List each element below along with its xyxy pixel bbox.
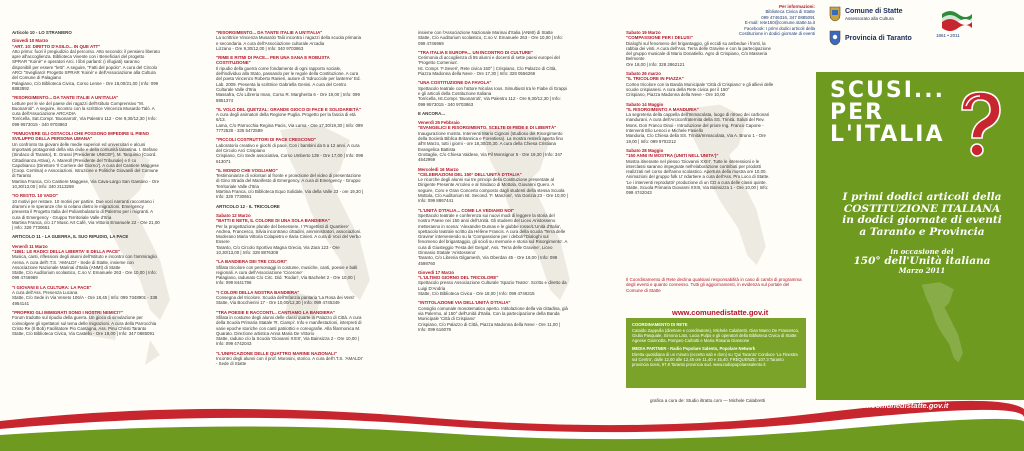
media-partner-text: Diretta quotidiana di un minuto (eccetto sab e dom) su 'Qui Taranto' Conduce 'La Finestra sul Centro', dalle 12,00 alle 12,45 ore 11,40 e 15,40. FREQUENZE: 107.3 Taranto provincia scesi, 97.8 Taranto provincia sud. www.radiopopolaresalento.it (632, 352, 798, 367)
footer-url[interactable]: www.comunedistatte.gov.it (852, 401, 949, 410)
event-item: Venerdì 11 Marzo "1861: LE RADICI DELLA LIBERTA' E DELLA PACE" Musica, canti, riflessioni degli alunni dell'Istituto e incontro con l'ammiraglio Arena. A cura dell'I.T.S. 'AMALDI' - Sede di Statte, insieme con Associazione Nazionale Marinai d'Italia (ANMI) di Statte Statte, C/o Auditorium scolastico, C.so V. Emanuele 263 - Ore 10,00 | Info: 099 4746969 (12, 243, 157, 281)
panel-claim: I primi dodici articoli della COSTITUZIONE ITALIANA in dodici giornate di eventi a Taranto e Provincia (842, 191, 1002, 238)
event-item: "RISORGIMENTO... DA TANTE ITALIE A UN'ITALIA" La scrittrice Vincenza Musardo Talò incontra i ragazzi della scuola primaria e secondaria. A cura dell'Associazione culturale Arcadia Lizzano - Ore 9,30/12,00 | Info: 340 9703863 (216, 30, 362, 51)
event-item: "I GIOVANI E LA CULTURA: LA PACE" A cura dell'Ass. Presenza Lucana Statte, C/o Sede in Via Veneto 106/A - Ore 18,45 | Info: 099 7348901 - 338 4954141 (12, 284, 158, 306)
section-heading: Articolo 10 - LO STRANIERO (12, 30, 72, 35)
event-item: "L'UNITÀ D'ITALIA... COME LA VEDIAMO NOI" Spettacolo teatrale e conferenza sui nuovi modi di leggere la storia del nostro Paese nei 150 anni dell'Unità. Gli studenti del Liceo Aristosseno metteranno in scena: 'Alexandre Dumas e le giubbe rosse/L'Unità d'Italia', spettacolo teatrale scritto da Hélène Francis. A cura della scuola 'Terra delle Gravine' intervenendo su la 'Compassione per i deboli'/'Dialoghi sul fenomeno del brigantaggio, gli scioli su memorie e storia sul Risorgimento'. A cura di Giusteggio 'Festa del Gergal', Ass. 'Terra delle Gravine', Liceo Ginnasio Statale 'Aristosseno' Taranto, C/o Libreria Gilgamesh, Via Oberdan 45 - Ore 18,00 | Info: 099 4598760 (418, 207, 568, 266)
italy-map-panel-icon (895, 280, 985, 390)
event-item: "IL MONDO CHE VOGLIAMO" Testimonianze di volontari al fronte e proiezione del video di presentazione di Gino Strada del Manifesto di Emergency. A cura di Emergency - Gruppo Territoriale Valle d'Itria Martina Franca, c/o Biblioteca Equo Solidale, Via della Valle 23 - ore 19,30 | Info: 329 7730651 (216, 167, 364, 200)
comune-logo-subtitle: Assessorato alla Cultura (845, 16, 894, 21)
event-item: "L'UNIFICAZIONE DELLE QUATTRO MARINE NAZIONALI" Incontro degli alunni con il prof. Morosini, storico. A cura dell'I.T.S. 'AMALDI' - Sede di Statte (216, 350, 363, 367)
event-item: Sabato 28 Maggio "150 ANNI IN MOSTRA (UNITI NELL'UNITA')" Mostra itinerante nel plesso 'Giovanni XXIII'. Tutte le interessioni e le interclassi saranno impegnate nell'elaborazione contributi per prodotti realizzati nel corso dell'anno scolastico. Apertura della mostra ore 10,00. Animazioni del gruppo folk U' ndartiere a cura dell'Ass. Pro Loco di Statte. 'Le i interventi reproduttri' produzione di un CD a cura delle classi quinte. Statte, Scuola Primaria Giovanni XXIII, Via Bainsizza 1 - Ore 10,00 | Info: 099 4742043 (626, 147, 770, 196)
anniversary-years: 1861 • 2011 (936, 33, 960, 38)
event-item: "RISORGIMENTO... DA TANTE ITALIE A UN'ITALIA" Letture per le vie del paese dei ragazzi dell'Istituto Comprensivo "M. Buonarroti". A seguire, incontro con la scrittrice Vincenza Musardo Talò. A cura dell'Associazione ARCADIA Torricella, Sat.Compr. 'Buonarroti', Via Palestro 112 - Ore 9,30/12,30 | Info: 099 9573015 - 340 9703863 (12, 95, 157, 127)
media-partner-heading: MEDIA PARTNER - Radio Popolare Salento, Popolare Network (632, 346, 756, 351)
event-item: "UNA COSTITUZIONE DA FAVOLA" Spettacolo teatrale con l'attore Nicolas Ioos. Simultiusti tra le Fiabe di Grappi e gli articoli della Costituzione Italiana Torricella, Ist.Compr. 'Buonarroti', Via Palestro 112 - Ore 9,30/12,30 | Info: 099 9573015 - 340 9703863 (418, 80, 567, 107)
column-1 (12, 30, 160, 410)
panel-title: SCUSI... PER L'ITALIA (830, 78, 945, 147)
anniversary-flag-logo (940, 6, 974, 32)
graphic-credits: grafica a cura de: Studio iltratto.com — Michele Calabretti (650, 398, 766, 403)
event-item: "I COLORI DELLA NOSTRA BANDIERA" Consegna del tricolore. Scuola dell'Infanzia paritaria 'La Rosa dei Venti' Statte, Via Bocchierini 17 - Ore 10,00/12,30 | Info: 099 4745349 (216, 289, 355, 306)
section-heading: E ANCORA... (418, 110, 445, 116)
event-item: Sabato 12 Marzo "BATTI E NETE, IL COLORE DI UNA SOLA BANDIERA" Per la progettazione plurale del benessere. I 'Progettisti di Quartiere' Andrea, Francesco, Silvia incontrano cittadini, amministratori, associazioni. Moderano Maria Vittoria Colapietro e Ilaria Cinieri. A cura di Voci del Verbo Essere Taranto, C/o Circolo Sportivo Magna Grecia, Via Zara 123 - Ore 10,30/13,00 | Info: 328 8876308 (216, 212, 362, 255)
event-item: Sabato 19 Marzo "COMPASSIONE PER I DELUSI" Dialoghi sul fenomeno del brigantaggio, gli eccidi su ambedue i fronti, la rabbia dei vinti. A cura dell'Ass. Terra delle Gravine e con la partecipazione del gruppo musicale di Mario Donatiello. Agro di Crispiano, C/o Masseria Belmonte Ore 18,00 | Info: 328 2862121 (626, 30, 771, 67)
event-item: "LA BANDIERA DEI TRE COLORI" Sfilata tricolore con personaggi in costume, musiche, canti, poesie e balli regionali. A cura dell'Associazione 'Cicerone' Palagiano, radunato C/o Circ. Did. 'Rodari', Via Bachelet 2 - Ore 10,00 | Info: 099 8441796 (216, 259, 358, 286)
event-item: Sabato 14 Maggio "IL RISORGIMENTO A MANDURIA" La segreteria della cappella dell'Immacolata, luogo di ritrovo dei carbonari mandurani. A cura dell'Arciconfraternita della SS. Trinità. Saluti del Rev. Mons. Don Franco Dinoi - Introduzione del priore Ing. Franco Capone - Interventi Elio Lenoci e Michele Fasiello Manduria, C/o Chiesa della SS. Trinità/Immacolata, Via A. Bruno 1 - Ore 19,00 | Info: 099 9702212 (626, 101, 770, 144)
province-logo-title: Provincia di Taranto (845, 35, 912, 42)
comune-logo-title: Comune di Statte (845, 8, 903, 15)
panel-occasion: in occasione del 150° dell'Unità italiana Marzo 2011 (853, 247, 991, 275)
column-2 (216, 30, 364, 410)
section-heading: ARTICOLO 11 - LA GUERRA, IL SUO RIPUDIO, LA PACE (12, 234, 129, 240)
bottom-wave-band (0, 391, 1024, 451)
contact-info: Per informazioni: Biblioteca Civica di Statte 099 4746316, 347 0885091 E-mail: rete150@comune.statte.ta.it Facebook: I primi dodici articoli della Costituzione in dodici giornate di eventi (738, 4, 815, 37)
event-item: Giovedì 17 Marzo "L'ULTIMO GIORNO DEL TRICOLORE" Spettacolo presso Associazione Culturale 'Spazio Teatro'. Scritto e diretto da Luigi D'Andria Statte, C/o Biblioteca Civica - Ore 18,00 | Info: 099 4746315 (418, 269, 567, 297)
event-item: Mercoledì 16 Marzo "CELEBRAZIONI DEL 150° DELL'UNITÀ D'ITALIA" Le ricorche degli alunni sui tre principi della Costituzione presentate al Dirigente Presente Arcoleo e al Sindaco di Mottola, Giovanni Quero. A seguire, Coro e Gran Concerto composto dagli studenti della stessa Scuola Mottola, C/o Auditorium Ist. Second. 'F. Manzoni', Via Gorizia 23 - Ore 10,00 | Info: 099 8867441 (418, 166, 568, 204)
event-item: "IO RESTO. 10 VADO" 10 motivi per restare. 10 motivi per partire. Due voci narranti raccontano i drammi e le speranze che si celano dietro le migrazioni. Emergency presenta il Progetto Italia del Poliambulatorio di Palermo per i migranti. A cura di Emergency - Gruppo Territoriale Valle d'Itria Martina Franca, c/o 17 Music Art Café, Via Vittorio Emanuele 22 - Ore 21,00 | Info: 329 7730651 (12, 193, 160, 231)
coordination-heading: COORDINAMENTO DI RETE (632, 322, 688, 327)
event-item: insieme con l'Associazione Nazionale Marinai d'Italia (ANMI) di Statte Statte, C/o Auditorium scolastico, C.so V. Emanuele 263 - Ore 10,00 | Info: 099 4746969 (418, 30, 563, 46)
event-item: "TRA POESIE E RACCONTI... CANTIAMO LA BANDIERA" Sfilata in costume degli alunni delle classi quarte in Palazzo di Città. A cura della Scuola Primaria Statale 'R. Ciampi'. Info e manifestazioni, interpreti di varie epoche storiche con canti patriottici e coreografie. Alla filarmonica M. Quarato. Direzione artistica Anna Maria De Vittorio Statte, raduno c/o la Scuola 'Giovanni XXIII', Via Bainsizza 2 - Ore 10,00 | Info: 099 4742043 (216, 309, 362, 347)
column-4 (626, 30, 774, 275)
event-item: "PROPRIO GLI IMMIGRATI SONO I NOSTRI NEMICI?" Forum tradotte sul ripudio della guerra. Un gioco di simulazione per coinvolgere gli spettatori sul tema delle migrazioni. A cura della Parrocchia Cristo Re (Il Bob) Facilitatore Pio Cantagna, Ass. Pinu Christi Taranto Statte, C/o Biblioteca Civica, Via Castello - Ore 18,00 | Info: 347 0885091 (12, 309, 157, 337)
column-3 (418, 30, 568, 400)
section-heading: ARTICOLO 12 - IL TRICOLORE (216, 203, 280, 209)
question-mark-icon (948, 88, 1010, 160)
disclaimer-notice: Il Coordinamento di Rete declina qualsiasi responsabilità in caso di cambi di programma degli eventi e quanto connesso. Tutti gli aggiornamenti, in evidenza sul portale del Comune di Statte (626, 277, 802, 293)
coordination-text: Cataldo Zappulla (direttore e coordinatore), Michele Calabretti, Gian Marco De Francesco, Giulia Pasquale, Simona Lato, Lucia Pulpo e gli operatori della Biblioteca Civica di Statte: Agnese Giannotta, Pompeo Carbotti e Maria Rosaria Giannone (632, 328, 800, 343)
event-item: "PICCOLI COSTRUTTORI DI PACE CRESCONO" Laboratorio creativo e giochi di pace. Con i bambini da 5 a 12 anni. A cura del Circolo Arci Crispiano Crispiano, C/o Sede associativa, Corso Umberto 139 - Ore 17,00 | Info: 099 613071 (216, 137, 364, 164)
province-crest-icon (829, 30, 841, 46)
event-item: "RIMUOVERE GLI OSTACOLI CHE POSSONO IMPEDIRE IL PIENO SVILUPPO DELLA PERSONA UMANA" Un confronto tra giovani delle medie superiori ed universitari e alcuni importanti protagonisti della vita civile e della comunità tarantina. I. Stefano (Sindaco di Taranto), E. Grassi (Presidente UNICEF), M. Tarquinio (Coord. Cittadinanza Attiva), A. Mareüll (Presidente del Tribunale) e Il co Capobianco (Direttore 'Il Corriere del Giorno'). A cura del Cantiere Maggese (Coop. Certima) e Associazioni. Istruzione e Politiche Giovanili del Comune di Taranto Martina Franca, C/o Cantiere Maggese, Via Cava-Largo San Gaetano - Ore 10,30/13,00 | Info: 340 2113259 (12, 131, 160, 190)
event-item: "IL VOLO DEL QUETZAL: GRANDE GIOCO DI PACE E SOLIDARIETÀ" A cura degli animatori della Regione Puglia. Progetto per la fascia di età 6/13. Lama, C/o Parrocchia Regina Pacis, Via Lama - Ore 17,30/19,30 | Info: 099 7772528 - 335 5472589 (216, 106, 363, 134)
coat-of-arms-icon (829, 6, 841, 22)
website-link[interactable]: www.comunedistatte.gov.it (672, 308, 769, 317)
event-item: "TRA ITALIA E EUROPA... UN INCONTRO DI CULTURE" Cerimonia di accoglienza di 55 alunni e docenti di sette paesi europei del 'Progetto Comenius'. Ist. Compr. 'F.Severi', Rete civica 150° | Crispiano, C/o Palazzo di Città, Piazza Madonna della Neve - Ore 17,30 | Info: 328 0556269 (418, 49, 560, 77)
event-item: Giovedì 10 Marzo "ART. 10: DIRITTO D'ASILO... IN QUE ATT" Atto primo: fuori il pregiudizio dal percorso. Atto secondo: il pensiero liberato apre all'accoglienza. Biblioteca Vivente con i Beneficiari del progetto SPRAR "Koinè" e operatori Arci. I libri parlanti: (i rifugiati) saranno disponibili per essere "letti". A seguire, "Fatti del popolo". A cura del Circolo ARCI "Svegliarci! Progetto SPRAR 'Koinè' e dell'Associazione alla Cultura del Comune di Palagiano Palagiano, C/o Biblioteca Civica, Corso Lenne - Ore 18,00/21,00 | Info: 099 8882892 (12, 38, 160, 91)
event-item: "INTITOLAZIONE VIA DELL'UNITÀ D'ITALIA" Consiglio comunale monotematico aperto. Intitolazione della via cittadina, già via Palermo, al 150° dell'Unità d'Italia. Con la partecipazione della Banda Municipale 'Città di Crispiano' Crispiano, C/o Palazzo di Città, Piazza Madonna della Neve - Ore 11,00 | Info: 099 616079 (418, 300, 568, 332)
event-item: "RIME E RITMI DI PACE... PER UNA SANA E ROBUSTA COSTITUZIONE" Il ripudio della guerra come fondamento di ogni rapporto sociale, dell'individuo alla Stato, passando per le regole della Costituzione. A cura del poeta Vincenzo Roberto Ranieri, autore di 'Sdrucciole per lanterne' Ed. Lab. 2009. Presenta la scrittrice Gabriella Genisi. A cura del Centro Culturale Valle d'Itria Massafra, C/o Libreria Iman, Corso R. Margherita 6 - Ore 19,00 | Info: 099 8851374 (216, 55, 361, 103)
coordination-box (626, 318, 806, 388)
event-item: Venerdì 25 Febbraio "EVANGELICI E RISORGIMENTO. SCELTE DI FEDE E DI LIBERTÀ" Inaugurazione mostra. Interventi Mario Cignoni (studioso del Risorgimento della Società Biblica Britannica e Forestiera). La mostra resterà aperta fino all'8 Marzo, tutti i giorni - ore 18,30/20,30. A cura della Chiesa Cristiana Evangelica Battista Grottaglie, C/o Chiesa Valdese, Via Pil Monsignor 5 - Ore 19,30 | Info: 347 4542969 (418, 120, 563, 163)
event-item: Sabato 26 marzo "IL TRICOLORE IN PIAZZA" Corteo tricolore con la Banda Municipale 'Città di Crispiano' e gli allievi delle scuole crispianesi. A cura della Rete civica per il 150° Crispiano, Piazza Madonna della Neve - Ore 10,00 (626, 71, 774, 98)
